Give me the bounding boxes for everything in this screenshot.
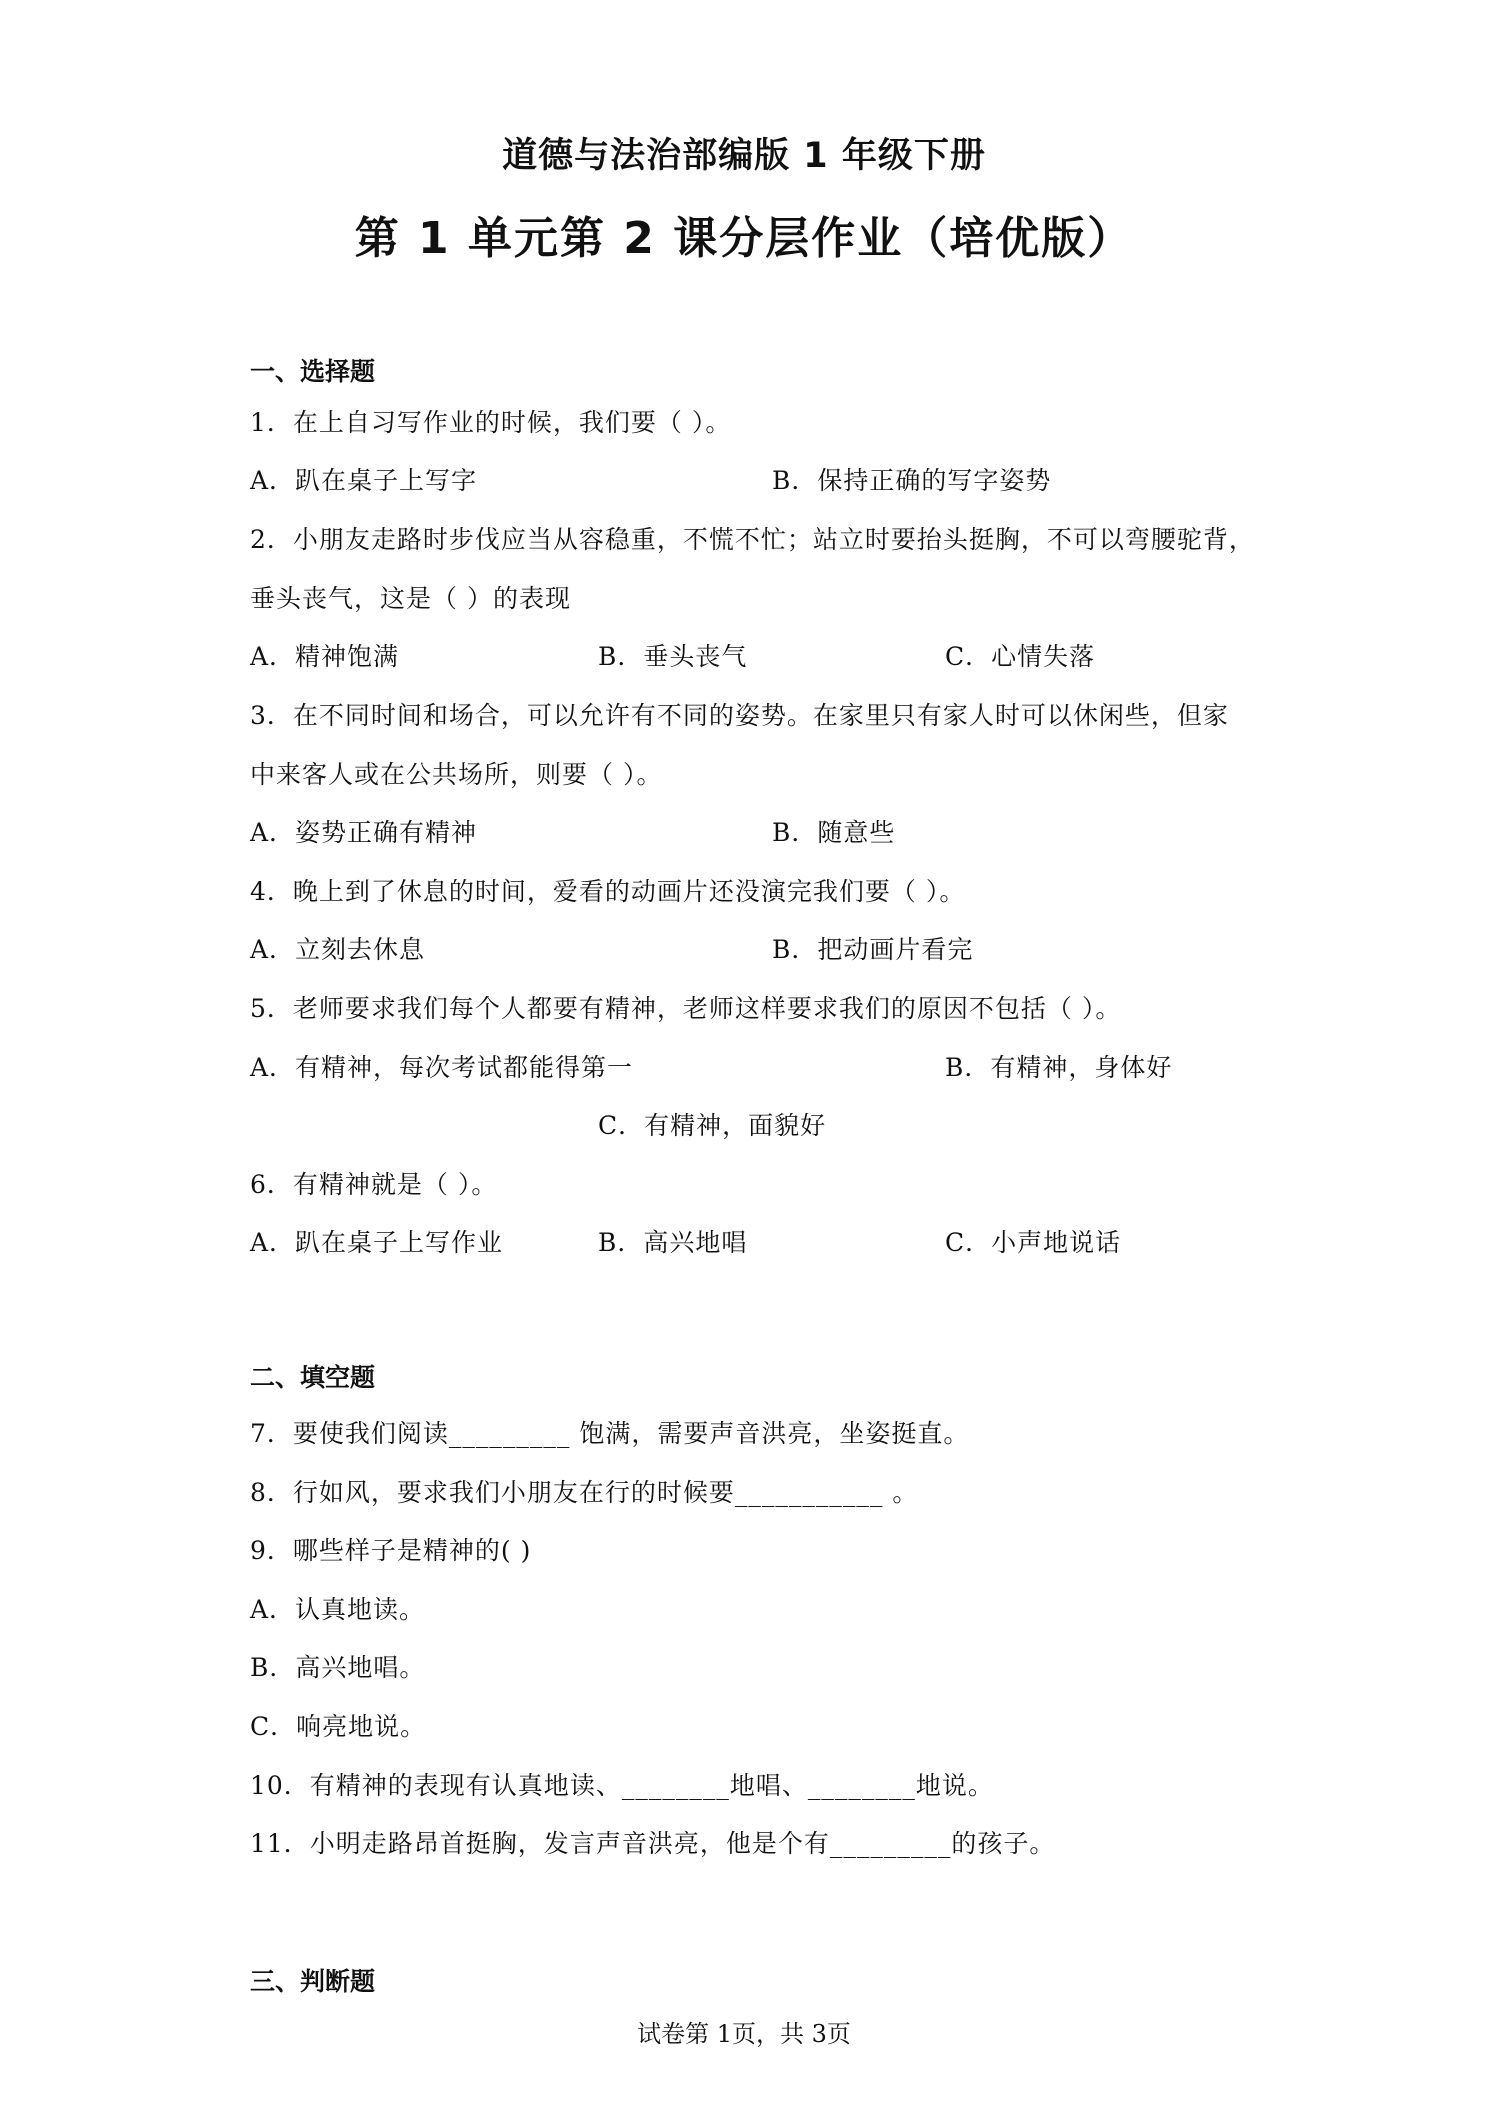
section-heading-choice: 一、选择题 [250,357,376,386]
document-title: 道德与法治部编版 1 年级下册 [502,136,986,176]
question-1-option-b: B．保持正确的写字姿势 [772,466,1052,495]
question-8: 8．行如风，要求我们小朋友在行的时候要___________ 。 [250,1478,919,1507]
question-5-option-c: C．有精神，面貌好 [598,1111,827,1140]
question-9-option-c: C．响亮地说。 [250,1712,427,1741]
question-3-option-b: B．随意些 [772,818,896,847]
question-6-option-c: C．小声地说话 [945,1228,1122,1257]
question-2-option-b: B．垂头丧气 [598,642,748,671]
question-6-option-a: A．趴在桌子上写作业 [250,1228,504,1257]
question-1-option-a: A．趴在桌子上写字 [250,466,478,495]
document-subtitle: 第 1 单元第 2 课分层作业（培优版） [354,213,1134,264]
question-4-stem: 4．晚上到了休息的时间，爱看的动画片还没演完我们要（ ）。 [250,877,966,906]
question-10: 10．有精神的表现有认真地读、________地唱、________地说。 [250,1771,994,1800]
question-3-stem-line2: 中来客人或在公共场所，则要（ ）。 [250,760,663,789]
question-5-stem: 5．老师要求我们每个人都要有精神，老师这样要求我们的原因不包括（ ）。 [250,994,1122,1023]
question-2-stem-line2: 垂头丧气，这是（ ）的表现 [250,584,571,613]
question-2-stem-line1: 2．小朋友走路时步伐应当从容稳重，不慌不忙；站立时要抬头挺胸，不可以弯腰驼背， [250,525,1255,554]
question-11: 11．小明走路昂首挺胸，发言声音洪亮，他是个有_________的孩子。 [250,1829,1056,1858]
section-heading-fill: 二、填空题 [250,1363,376,1392]
question-9-option-b: B．高兴地唱。 [250,1653,426,1682]
question-4-option-a: A．立刻去休息 [250,935,426,964]
question-5-option-a: A．有精神，每次考试都能得第一 [250,1053,634,1082]
question-2-option-c: C．心情失落 [945,642,1096,671]
section-heading-judge: 三、判断题 [250,1967,376,1996]
question-1-stem: 1．在上自习写作业的时候，我们要（ ）。 [250,408,732,437]
question-9-option-a: A．认真地读。 [250,1595,426,1624]
question-5-option-b: B．有精神，身体好 [945,1053,1173,1082]
question-7: 7．要使我们阅读_________ 饱满，需要声音洪亮，坐姿挺直。 [250,1419,970,1448]
question-6-stem: 6．有精神就是（ ）。 [250,1170,498,1199]
question-2-option-a: A．精神饱满 [250,642,400,671]
question-4-option-b: B．把动画片看完 [772,935,974,964]
question-6-option-b: B．高兴地唱 [598,1228,748,1257]
question-3-option-a: A．姿势正确有精神 [250,818,478,847]
page-footer: 试卷第 1页，共 3页 [637,2020,851,2048]
question-9-stem: 9．哪些样子是精神的( ) [250,1536,532,1565]
question-3-stem-line1: 3．在不同时间和场合，可以允许有不同的姿势。在家里只有家人时可以休闲些，但家 [250,701,1229,730]
